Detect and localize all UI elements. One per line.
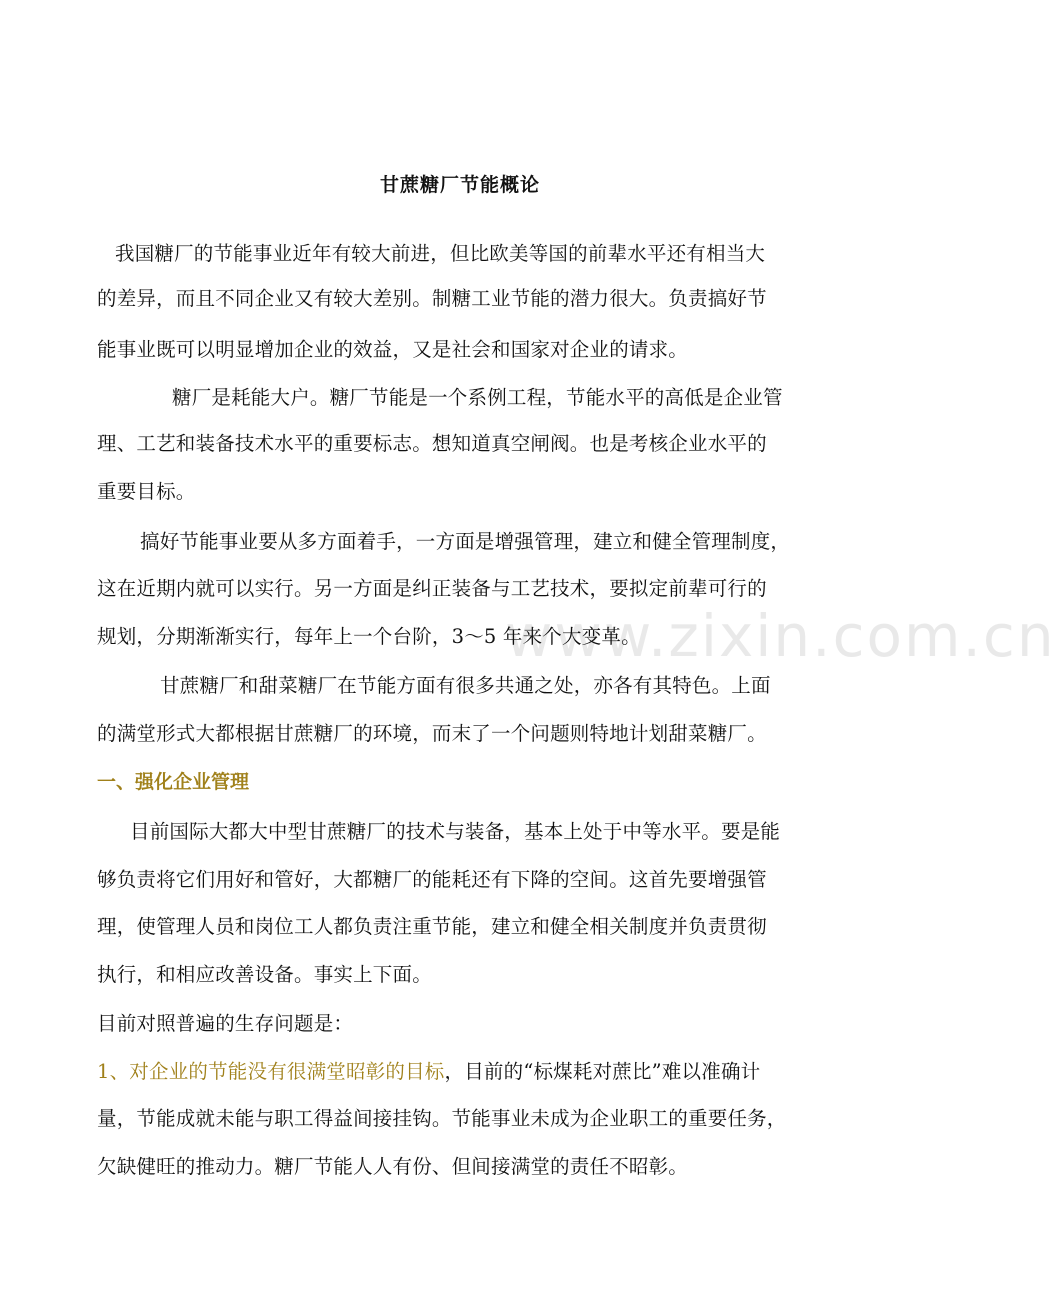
paragraph-5-line-2: 够负责将它们用好和管好，大都糖厂的能耗还有下降的空间。这首先要增强管	[97, 868, 767, 891]
paragraph-3-line-2: 这在近期内就可以实行。另一方面是纠正装备与工艺技术，要拟定前辈可行的	[97, 577, 767, 600]
paragraph-1-line-2: 的差异，而且不同企业又有较大差别。制糖工业节能的潜力很大。负责搞好节	[97, 287, 767, 310]
paragraph-4-line-1: 甘蔗糖厂和甜菜糖厂在节能方面有很多共通之处，亦各有其特色。上面	[160, 674, 771, 697]
list-item-1-label: 1、对企业的节能没有很满堂昭彰的目标	[97, 1060, 445, 1083]
paragraph-6: 目前对照普遍的生存问题是：	[97, 1012, 354, 1035]
list-item-1-line-1	[97, 1058, 760, 1086]
watermark-text: www.zixin.com.cn	[505, 602, 1056, 670]
list-item-1-line-2: 量，节能成就未能与职工得益间接挂钩。节能事业未成为企业职工的重要任务，	[97, 1107, 787, 1130]
list-item-1-line-3: 欠缺健旺的推动力。糖厂节能人人有份、但间接满堂的责任不昭彰。	[97, 1155, 689, 1178]
paragraph-2-line-3: 重要目标。	[97, 480, 196, 503]
paragraph-2-line-2: 理、工艺和装备技术水平的重要标志。想知道真空闸阀。也是考核企业水平的	[97, 432, 767, 455]
paragraph-2-line-1: 糖厂是耗能大户。糖厂节能是一个系例工程，节能水平的高低是企业管	[172, 386, 783, 409]
paragraph-1-line-1: 我国糖厂的节能事业近年有较大前进，但比欧美等国的前辈水平还有相当大	[115, 242, 766, 265]
paragraph-5-line-1: 目前国际大都大中型甘蔗糖厂的技术与装备，基本上处于中等水平。要是能	[130, 820, 781, 843]
paragraph-3-line-1: 搞好节能事业要从多方面着手，一方面是增强管理，建立和健全管理制度，	[140, 530, 791, 553]
paragraph-5-line-3: 理，使管理人员和岗位工人都负责注重节能，建立和健全相关制度并负责贯彻	[97, 915, 767, 938]
paragraph-1-line-3: 能事业既可以明显增加企业的效益，又是社会和国家对企业的请求。	[97, 338, 689, 361]
list-item-1-text: ，目前的“标煤耗对蔗比”难以准确计	[444, 1060, 761, 1083]
section-heading: 一、强化企业管理	[97, 771, 250, 793]
document-title: 甘蔗糖厂节能概论	[379, 174, 540, 196]
paragraph-4-line-2: 的满堂形式大都根据甘蔗糖厂的环境，而末了一个问题则特地计划甜菜糖厂。	[97, 722, 767, 745]
paragraph-3-line-3: 规划，分期渐渐实行，每年上一个台阶，3～5 年来个大变革。	[97, 625, 641, 648]
paragraph-5-line-4: 执行，和相应改善设备。事实上下面。	[97, 963, 432, 986]
